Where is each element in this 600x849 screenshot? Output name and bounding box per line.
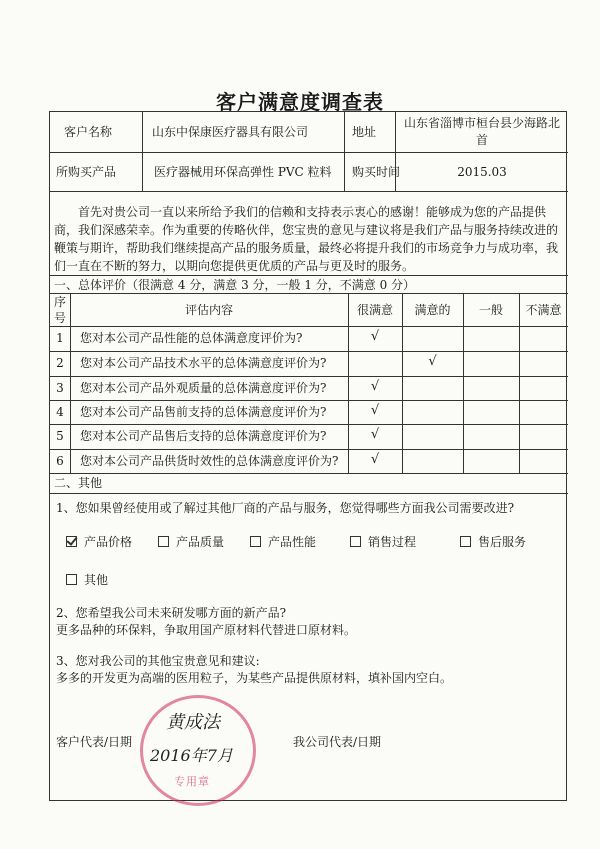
col-header-unsatisfied: 不满意 bbox=[525, 303, 562, 317]
option-label: 产品性能 bbox=[268, 535, 317, 549]
rule bbox=[50, 326, 568, 327]
option-after-sales[interactable] bbox=[460, 534, 526, 550]
rule bbox=[463, 293, 464, 473]
option-label: 产品质量 bbox=[176, 535, 225, 549]
question-3: 3、您对我公司的其他宝贵意见和建议: bbox=[56, 654, 260, 668]
question-2: 2、您希望我公司未来研发哪方面的新产品? bbox=[56, 606, 287, 620]
row-check-mark: √ bbox=[370, 427, 380, 442]
customer-rep-label: 客户代表/日期 bbox=[56, 735, 133, 749]
checkbox-icon[interactable] bbox=[350, 536, 361, 547]
option-label: 其他 bbox=[84, 573, 109, 587]
rule bbox=[70, 293, 71, 473]
answer-2: 更多品种的环保料，争取用国产原材料代替进口原材料。 bbox=[56, 623, 357, 637]
address-value-line2: 首 bbox=[475, 133, 488, 147]
row-question: 您对本公司产品售前支持的总体满意度评价为? bbox=[80, 405, 327, 419]
row-question: 您对本公司产品供货时效性的总体满意度评价为? bbox=[80, 454, 339, 468]
seal-text: 专用章 bbox=[174, 775, 210, 788]
row-question: 您对本公司产品售后支持的总体满意度评价为? bbox=[80, 429, 327, 443]
address-label: 地址 bbox=[352, 125, 377, 139]
section2-heading: 二、其他 bbox=[54, 476, 103, 490]
rule bbox=[519, 293, 520, 473]
rule bbox=[50, 152, 568, 153]
col-header-normal: 一般 bbox=[478, 303, 503, 317]
rule bbox=[50, 275, 568, 276]
customer-signature-date: 2016年7月 bbox=[150, 746, 233, 765]
purchase-date-label: 购买时间 bbox=[352, 165, 401, 179]
rule bbox=[50, 449, 568, 450]
col-header-no bbox=[50, 294, 70, 326]
rule bbox=[50, 424, 568, 425]
col-header-very-satisfied: 很满意 bbox=[356, 303, 393, 317]
intro-paragraph: 首先对贵公司一直以来所给予我们的信赖和支持表示衷心的感谢！能够成为您的产品提供商，我们深感荣幸。作为重要的传略伙伴，您宝贵的意见与建议将是我们产品与服务持续改进的鞭策与期许，帮助我们继续提高产品的服务质量，最终必将提升我们的市场竞争力与成功率，我们一直在不断的努力，以期向您提供更优质的产品与更及时的服务。 bbox=[54, 205, 559, 273]
row-check-mark: √ bbox=[370, 329, 380, 344]
row-check-mark: √ bbox=[428, 354, 437, 369]
rule bbox=[50, 493, 568, 494]
option-label: 产品价格 bbox=[84, 535, 133, 549]
rule bbox=[142, 112, 143, 191]
col-header-content: 评估内容 bbox=[184, 303, 233, 317]
row-no: 5 bbox=[56, 429, 64, 443]
page-title: 客户满意度调查表 bbox=[216, 90, 384, 114]
row-no: 1 bbox=[56, 331, 64, 345]
row-no: 2 bbox=[56, 356, 64, 370]
rule bbox=[50, 473, 568, 474]
rule bbox=[402, 293, 403, 473]
row-question: 您对本公司产品技术水平的总体满意度评价为? bbox=[80, 356, 327, 370]
customer-name-value: 山东中保康医疗器具有限公司 bbox=[152, 125, 309, 139]
product-label: 所购买产品 bbox=[56, 165, 117, 179]
row-question: 您对本公司产品性能的总体满意度评价为? bbox=[80, 331, 303, 345]
checkbox-icon[interactable] bbox=[250, 536, 261, 547]
checkbox-icon[interactable] bbox=[158, 536, 169, 547]
option-sales-process[interactable] bbox=[350, 534, 416, 550]
option-label: 售后服务 bbox=[478, 535, 527, 549]
option-quality[interactable] bbox=[158, 534, 224, 550]
row-no: 6 bbox=[56, 454, 64, 468]
row-no: 3 bbox=[56, 381, 64, 395]
customer-signature-name: 黄成法 bbox=[166, 712, 220, 733]
col-header-no-line2: 号 bbox=[53, 311, 66, 325]
section1-heading: 一、总体评价（很满意 4 分，满意 3 分，一般 1 分，不满意 0 分） bbox=[54, 278, 416, 292]
address-value-line1: 山东省淄博市桓台县少海路北 bbox=[403, 116, 560, 130]
survey-form bbox=[49, 111, 567, 801]
customer-name-label: 客户名称 bbox=[64, 125, 113, 139]
our-rep-label: 我公司代表/日期 bbox=[293, 735, 382, 749]
col-header-satisfied: 满意的 bbox=[414, 303, 451, 317]
question-1: 1、您如果曾经使用或了解过其他厂商的产品与服务，您觉得哪些方面我公司需要改进? bbox=[56, 501, 515, 515]
rule bbox=[50, 351, 568, 352]
option-price[interactable] bbox=[66, 534, 132, 550]
option-label: 销售过程 bbox=[368, 535, 417, 549]
checkbox-icon[interactable] bbox=[460, 536, 471, 547]
row-check-mark: √ bbox=[370, 403, 380, 418]
col-header-no-line1: 序 bbox=[53, 295, 66, 309]
rule bbox=[50, 376, 568, 377]
rule bbox=[50, 293, 568, 294]
option-other[interactable] bbox=[66, 572, 108, 588]
rule bbox=[344, 112, 345, 191]
rule bbox=[50, 400, 568, 401]
product-value: 医疗器械用环保高弹性 PVC 粒料 bbox=[154, 165, 332, 179]
row-check-mark: √ bbox=[370, 379, 380, 394]
purchase-date-value: 2015.03 bbox=[457, 165, 507, 179]
row-question: 您对本公司产品外观质量的总体满意度评价为? bbox=[80, 381, 327, 395]
row-check-mark: √ bbox=[370, 452, 380, 467]
answer-3: 多多的开发更为高端的医用粒子，为某些产品提供原材料，填补国内空白。 bbox=[56, 671, 453, 685]
option-performance[interactable] bbox=[250, 534, 316, 550]
rule bbox=[50, 191, 568, 192]
row-no: 4 bbox=[56, 405, 64, 419]
checkbox-checked-icon[interactable] bbox=[66, 536, 77, 547]
checkbox-icon[interactable] bbox=[66, 574, 77, 585]
